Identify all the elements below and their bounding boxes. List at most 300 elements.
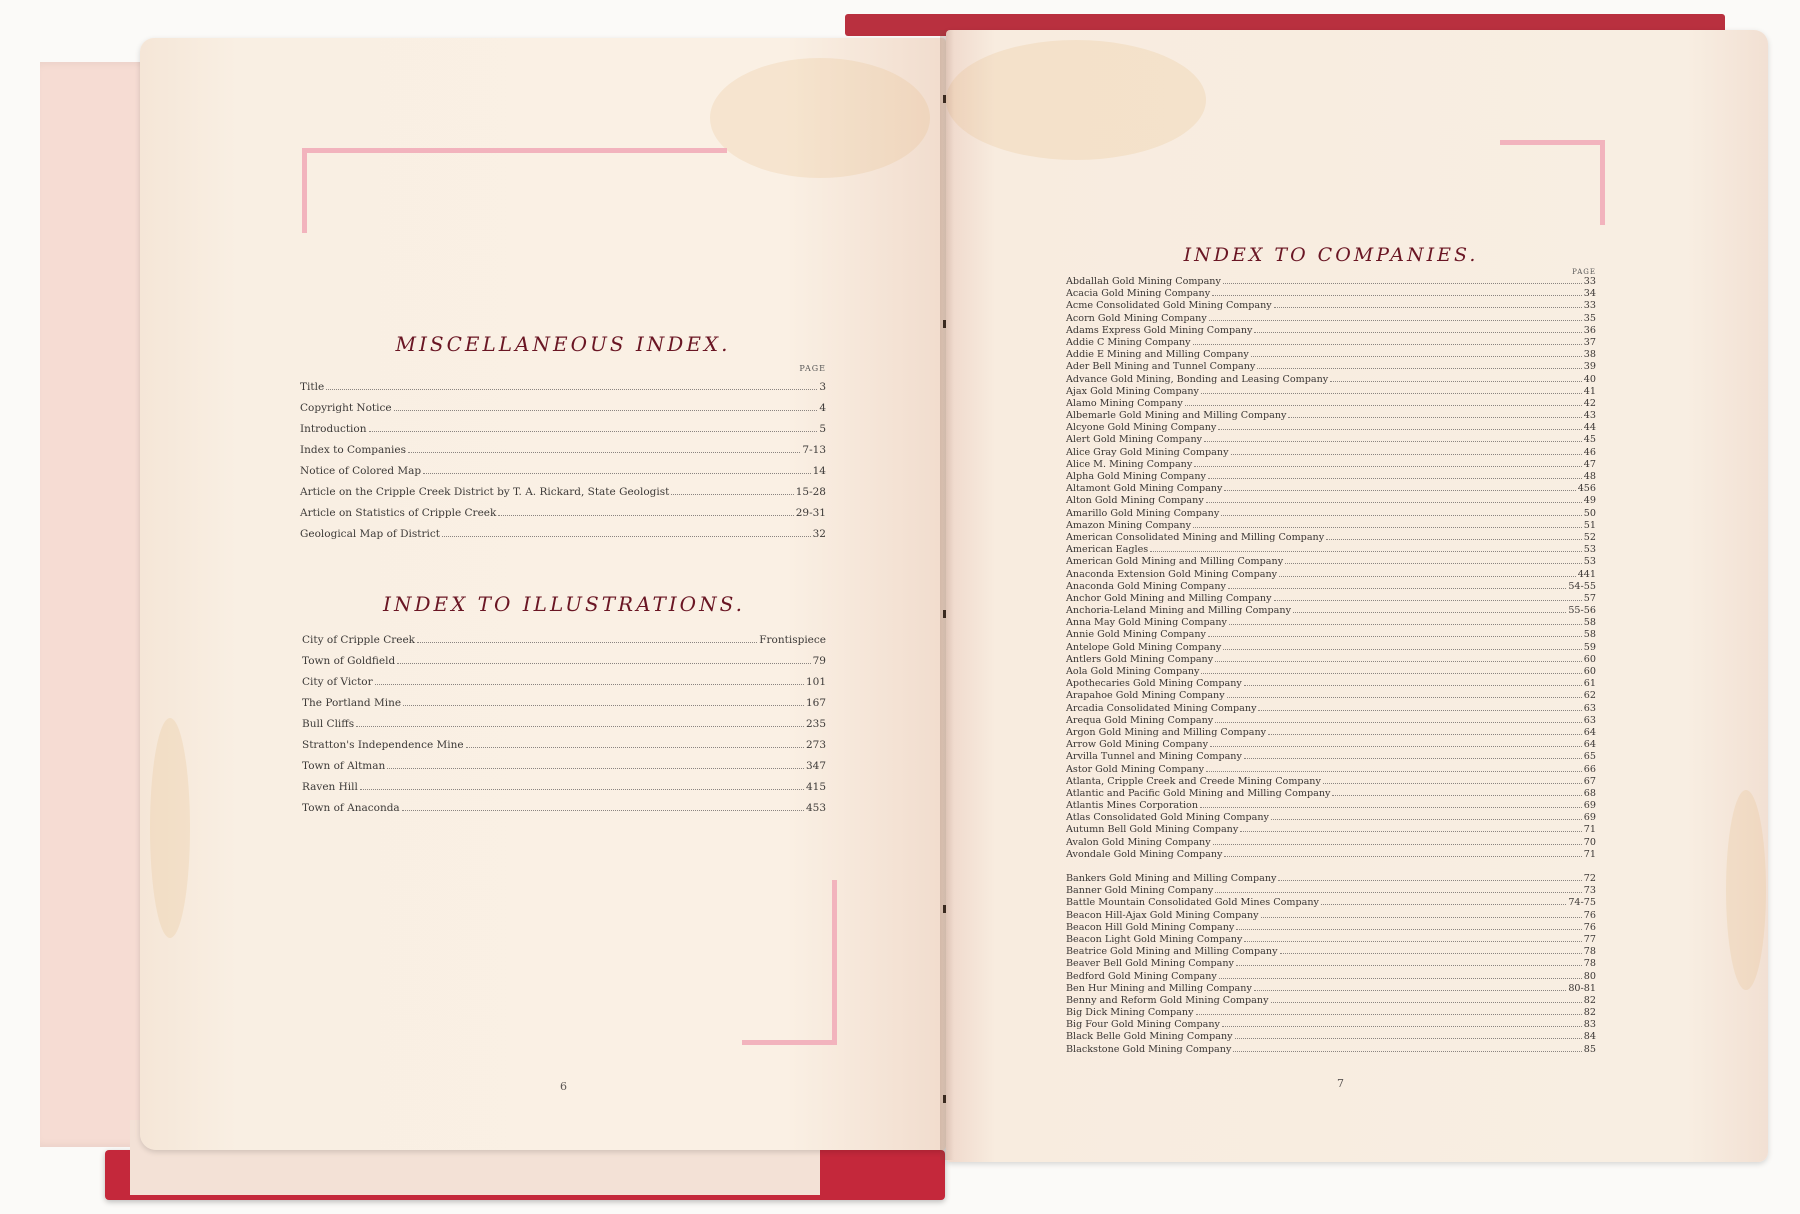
pink-corner-ornament bbox=[1500, 140, 1605, 225]
index-entry bbox=[1066, 788, 1596, 800]
dot-leader bbox=[360, 789, 804, 790]
entry-page: 63 bbox=[1583, 714, 1596, 726]
entry-label: Amarillo Gold Mining Company bbox=[1066, 507, 1220, 519]
index-entry bbox=[1066, 751, 1596, 763]
entry-page: 59 bbox=[1583, 641, 1596, 653]
binding-stitch bbox=[943, 95, 946, 103]
entry-label: Town of Altman bbox=[302, 760, 386, 772]
entry-page: 48 bbox=[1583, 471, 1596, 482]
entry-page: 60 bbox=[1583, 666, 1596, 677]
dot-leader bbox=[356, 726, 804, 727]
index-entry bbox=[1066, 629, 1596, 641]
index-entry bbox=[1066, 617, 1596, 629]
entry-page: 82 bbox=[1583, 1007, 1596, 1019]
index-entry bbox=[300, 402, 826, 423]
index-entry bbox=[1066, 398, 1596, 410]
index-entry bbox=[1066, 349, 1596, 361]
dot-leader bbox=[403, 705, 804, 706]
entry-page: 65 bbox=[1583, 751, 1596, 763]
index-entry bbox=[1066, 824, 1596, 836]
dot-leader bbox=[1293, 612, 1566, 613]
entry-page: 7-13 bbox=[802, 444, 826, 456]
entry-label: Ben Hur Mining and Milling Company bbox=[1066, 982, 1252, 994]
entry-label: Town of Goldfield bbox=[302, 655, 396, 667]
dot-leader bbox=[1223, 649, 1582, 650]
entry-label: Ader Bell Mining and Tunnel Company bbox=[1066, 361, 1256, 373]
index-entry bbox=[1066, 300, 1596, 312]
binding-stitch bbox=[943, 905, 946, 913]
entry-label: Introduction bbox=[300, 423, 367, 435]
dot-leader bbox=[423, 473, 811, 474]
index-entry bbox=[1066, 1031, 1596, 1043]
dot-leader bbox=[1235, 1038, 1582, 1039]
entry-page: 41 bbox=[1583, 385, 1596, 397]
dot-leader bbox=[1200, 807, 1582, 808]
entry-page: 44 bbox=[1583, 422, 1596, 434]
index-entry bbox=[1066, 288, 1596, 300]
dot-leader bbox=[1228, 588, 1566, 589]
index-entry bbox=[302, 697, 826, 718]
companies-index-title: INDEX TO COMPANIES. bbox=[1183, 244, 1479, 266]
index-entry bbox=[1066, 727, 1596, 739]
entry-label: Avalon Gold Mining Company bbox=[1066, 836, 1211, 848]
entry-label: The Portland Mine bbox=[302, 697, 402, 709]
paper-stain bbox=[710, 58, 930, 178]
entry-page: 58 bbox=[1583, 629, 1596, 641]
index-entry bbox=[1066, 569, 1596, 581]
entry-page: 33 bbox=[1583, 276, 1596, 287]
dot-leader bbox=[1244, 758, 1582, 759]
entry-label: Bull Cliffs bbox=[302, 718, 355, 730]
entry-label: Anna May Gold Mining Company bbox=[1066, 617, 1227, 629]
index-entry bbox=[1066, 1019, 1596, 1031]
pink-corner-ornament bbox=[302, 148, 727, 233]
entry-page: 39 bbox=[1583, 361, 1596, 373]
entry-page: 32 bbox=[812, 528, 826, 540]
dot-leader bbox=[1193, 527, 1582, 528]
index-entry bbox=[302, 739, 826, 760]
entry-page: 37 bbox=[1583, 336, 1596, 348]
dot-leader bbox=[1279, 576, 1576, 577]
dot-leader bbox=[1288, 417, 1581, 418]
index-entry bbox=[302, 718, 826, 739]
entry-label: Anaconda Extension Gold Mining Company bbox=[1066, 568, 1278, 580]
entry-page: 51 bbox=[1583, 519, 1596, 531]
entry-page: 47 bbox=[1583, 458, 1596, 470]
entry-label: Annie Gold Mining Company bbox=[1066, 629, 1206, 641]
dot-leader bbox=[1229, 624, 1582, 625]
entry-label: Ajax Gold Mining Company bbox=[1066, 385, 1199, 397]
entry-page: 14 bbox=[812, 465, 826, 477]
entry-page: 71 bbox=[1583, 848, 1596, 860]
index-entry bbox=[1066, 654, 1596, 666]
dot-leader bbox=[369, 431, 818, 432]
index-entry bbox=[1066, 313, 1596, 325]
binding-stitch bbox=[943, 320, 946, 328]
dot-leader bbox=[1194, 466, 1582, 467]
entry-page: 235 bbox=[805, 718, 826, 730]
entry-page: 43 bbox=[1583, 410, 1596, 422]
left-page-number: 6 bbox=[560, 1080, 567, 1093]
index-entry bbox=[302, 634, 826, 655]
dot-leader bbox=[1227, 697, 1582, 698]
index-entry bbox=[1066, 812, 1596, 824]
index-entry bbox=[1066, 556, 1596, 568]
index-entry bbox=[1066, 325, 1596, 337]
paper-stain bbox=[1726, 790, 1766, 990]
entry-label: Acacia Gold Mining Company bbox=[1066, 288, 1211, 300]
entry-label: Stratton's Independence Mine bbox=[302, 739, 464, 751]
dot-leader bbox=[1209, 320, 1582, 321]
index-entry bbox=[302, 760, 826, 781]
entry-label: Town of Anaconda bbox=[302, 802, 400, 814]
entry-page: 40 bbox=[1583, 373, 1596, 385]
index-entry bbox=[1066, 946, 1596, 958]
dot-leader bbox=[466, 747, 804, 748]
index-entry bbox=[1066, 483, 1596, 495]
dot-leader bbox=[1212, 295, 1582, 296]
index-entry bbox=[1066, 971, 1596, 983]
entry-label: Addie C Mining Company bbox=[1066, 336, 1191, 348]
entry-page: 71 bbox=[1583, 824, 1596, 836]
dot-leader bbox=[1258, 710, 1581, 711]
dot-leader bbox=[1332, 795, 1581, 796]
entry-label: Alice Gray Gold Mining Company bbox=[1066, 446, 1229, 458]
entry-page: 441 bbox=[1577, 568, 1596, 580]
index-entry bbox=[1066, 885, 1596, 897]
entry-label: Bankers Gold Mining and Milling Company bbox=[1066, 873, 1277, 884]
entry-label: Addie E Mining and Milling Company bbox=[1066, 349, 1249, 361]
illustrations-index-list bbox=[302, 634, 826, 823]
entry-label: American Eagles bbox=[1066, 544, 1149, 556]
entry-label: Astor Gold Mining Company bbox=[1066, 763, 1204, 775]
dot-leader bbox=[1233, 1051, 1581, 1052]
dot-leader bbox=[1240, 831, 1582, 832]
entry-label: Aola Gold Mining Company bbox=[1066, 666, 1200, 677]
entry-page: 73 bbox=[1583, 885, 1596, 897]
entry-page: 45 bbox=[1583, 434, 1596, 446]
entry-page: 80 bbox=[1583, 970, 1596, 982]
dot-leader bbox=[1215, 722, 1582, 723]
dot-leader bbox=[402, 810, 804, 811]
index-entry bbox=[1066, 544, 1596, 556]
entry-page: 46 bbox=[1583, 446, 1596, 458]
entry-page: 3 bbox=[819, 381, 826, 393]
entry-label: Geological Map of District bbox=[300, 528, 440, 540]
paper-stain bbox=[946, 40, 1206, 160]
entry-label: Atlantic and Pacific Gold Mining and Milling Company bbox=[1066, 787, 1331, 799]
entry-page: 76 bbox=[1583, 921, 1596, 933]
entry-label: Blackstone Gold Mining Company bbox=[1066, 1043, 1232, 1055]
index-entry bbox=[1066, 776, 1596, 788]
dot-leader bbox=[1251, 356, 1582, 357]
entry-page: 4 bbox=[819, 402, 826, 414]
entry-label: Anaconda Gold Mining Company bbox=[1066, 580, 1226, 592]
entry-page: 101 bbox=[805, 676, 826, 688]
entry-label: Benny and Reform Gold Mining Company bbox=[1066, 994, 1269, 1006]
dot-leader bbox=[1185, 405, 1582, 406]
entry-page: 76 bbox=[1583, 909, 1596, 921]
index-entry bbox=[1066, 422, 1596, 434]
index-entry bbox=[300, 486, 826, 507]
entry-label: Beacon Hill-Ajax Gold Mining Company bbox=[1066, 909, 1259, 921]
dot-leader bbox=[1208, 636, 1582, 637]
dot-leader bbox=[1280, 953, 1582, 954]
list-gap bbox=[1066, 861, 1596, 873]
paper-stain bbox=[150, 718, 190, 938]
index-entry bbox=[1066, 508, 1596, 520]
entry-page: 456 bbox=[1577, 483, 1596, 495]
page-column-header: PAGE bbox=[1572, 268, 1596, 276]
dot-leader bbox=[1224, 856, 1581, 857]
dot-leader bbox=[1193, 344, 1582, 345]
dot-leader bbox=[1257, 368, 1581, 369]
index-entry bbox=[300, 423, 826, 444]
index-entry bbox=[1066, 934, 1596, 946]
entry-label: Bedford Gold Mining Company bbox=[1066, 970, 1217, 982]
entry-label: Anchor Gold Mining and Milling Company bbox=[1066, 592, 1272, 604]
index-entry bbox=[1066, 410, 1596, 422]
entry-page: 273 bbox=[805, 739, 826, 751]
entry-page: 58 bbox=[1583, 617, 1596, 629]
entry-page: 29-31 bbox=[795, 507, 826, 519]
entry-label: Article on Statistics of Cripple Creek bbox=[300, 507, 497, 519]
entry-label: Albemarle Gold Mining and Milling Company bbox=[1066, 410, 1287, 422]
entry-label: Article on the Cripple Creek District by T. A. Rickard, State Geologist bbox=[300, 486, 670, 498]
entry-page: 53 bbox=[1583, 556, 1596, 568]
entry-label: Black Belle Gold Mining Company bbox=[1066, 1031, 1233, 1043]
dot-leader bbox=[1261, 917, 1582, 918]
index-entry bbox=[1066, 739, 1596, 751]
entry-page: 49 bbox=[1583, 495, 1596, 507]
index-entry bbox=[1066, 715, 1596, 727]
index-entry bbox=[1066, 593, 1596, 605]
entry-label: Beaver Bell Gold Mining Company bbox=[1066, 958, 1234, 970]
dot-leader bbox=[1196, 1014, 1582, 1015]
book-gutter bbox=[940, 30, 954, 1160]
index-entry bbox=[1066, 447, 1596, 459]
dot-leader bbox=[397, 663, 810, 664]
index-entry bbox=[1066, 873, 1596, 885]
entry-label: Abdallah Gold Mining Company bbox=[1066, 276, 1221, 287]
index-entry bbox=[302, 781, 826, 802]
entry-page: 67 bbox=[1583, 775, 1596, 787]
dot-leader bbox=[1268, 734, 1582, 735]
dot-leader bbox=[498, 515, 793, 516]
entry-page: 167 bbox=[805, 697, 826, 709]
entry-page: 84 bbox=[1583, 1031, 1596, 1043]
entry-page: 64 bbox=[1583, 739, 1596, 751]
entry-page: 57 bbox=[1583, 592, 1596, 604]
right-page-number: 7 bbox=[1337, 1077, 1344, 1090]
dot-leader bbox=[408, 452, 800, 453]
entry-label: Arrow Gold Mining Company bbox=[1066, 739, 1209, 751]
companies-list-a bbox=[1066, 276, 1596, 861]
index-entry bbox=[1066, 471, 1596, 483]
entry-page: 347 bbox=[805, 760, 826, 772]
dot-leader bbox=[1254, 332, 1581, 333]
index-entry bbox=[1066, 764, 1596, 776]
entry-label: Avondale Gold Mining Company bbox=[1066, 848, 1223, 860]
entry-label: Alert Gold Mining Company bbox=[1066, 434, 1203, 446]
binding-stitch bbox=[943, 1095, 946, 1103]
entry-page: 53 bbox=[1583, 544, 1596, 556]
entry-page: 34 bbox=[1583, 288, 1596, 300]
misc-index-title: MISCELLANEOUS INDEX. bbox=[395, 332, 731, 356]
entry-page: 38 bbox=[1583, 349, 1596, 361]
entry-label: Autumn Bell Gold Mining Company bbox=[1066, 824, 1239, 836]
entry-label: Battle Mountain Consolidated Gold Mines Company bbox=[1066, 897, 1319, 909]
dot-leader bbox=[1285, 563, 1582, 564]
entry-page: 83 bbox=[1583, 1019, 1596, 1031]
entry-page: 62 bbox=[1583, 690, 1596, 702]
entry-label: Big Dick Mining Company bbox=[1066, 1007, 1194, 1019]
entry-label: Apothecaries Gold Mining Company bbox=[1066, 678, 1242, 690]
dot-leader bbox=[671, 494, 793, 495]
entry-label: Alton Gold Mining Company bbox=[1066, 495, 1204, 507]
entry-page: 82 bbox=[1583, 994, 1596, 1006]
entry-label: Alice M. Mining Company bbox=[1066, 458, 1193, 470]
index-entry bbox=[1066, 532, 1596, 544]
entry-label: Alcyone Gold Mining Company bbox=[1066, 422, 1217, 434]
entry-label: American Consolidated Mining and Milling Company bbox=[1066, 531, 1325, 543]
illustrations-index-title: INDEX TO ILLUSTRATIONS. bbox=[383, 592, 745, 616]
index-entry bbox=[1066, 897, 1596, 909]
entry-label: Beacon Light Gold Mining Company bbox=[1066, 933, 1243, 945]
entry-label: Alpha Gold Mining Company bbox=[1066, 471, 1206, 482]
entry-page: 74-75 bbox=[1568, 897, 1596, 909]
page-column-header: PAGE bbox=[799, 364, 826, 373]
dot-leader bbox=[1236, 965, 1582, 966]
dot-leader bbox=[1221, 515, 1582, 516]
index-entry bbox=[1066, 837, 1596, 849]
index-entry bbox=[1066, 605, 1596, 617]
index-entry bbox=[1066, 800, 1596, 812]
entry-page: 64 bbox=[1583, 726, 1596, 738]
entry-label: Amazon Mining Company bbox=[1066, 519, 1191, 531]
entry-page: 453 bbox=[805, 802, 826, 814]
illustrations-index bbox=[302, 592, 826, 823]
entry-page: 415 bbox=[805, 781, 826, 793]
index-entry bbox=[300, 381, 826, 402]
index-entry bbox=[1066, 374, 1596, 386]
entry-page: 78 bbox=[1583, 946, 1596, 958]
dot-leader bbox=[1213, 844, 1582, 845]
entry-label: Raven Hill bbox=[302, 781, 358, 793]
entry-page: Frontispiece bbox=[759, 634, 826, 646]
entry-page: 70 bbox=[1583, 836, 1596, 848]
dot-leader bbox=[1330, 381, 1582, 382]
entry-page: 5 bbox=[819, 423, 826, 435]
dot-leader bbox=[1150, 551, 1582, 552]
index-entry bbox=[1066, 666, 1596, 678]
dot-leader bbox=[1204, 441, 1582, 442]
index-entry bbox=[1066, 703, 1596, 715]
index-entry bbox=[1066, 581, 1596, 593]
entry-page: 63 bbox=[1583, 702, 1596, 714]
index-entry bbox=[1066, 690, 1596, 702]
index-entry bbox=[1066, 459, 1596, 471]
index-entry bbox=[1066, 276, 1596, 288]
entry-label: Arcadia Consolidated Mining Company bbox=[1066, 702, 1257, 714]
entry-page: 55-56 bbox=[1568, 605, 1596, 617]
entry-label: Notice of Colored Map bbox=[300, 465, 422, 477]
index-entry bbox=[1066, 520, 1596, 532]
index-entry bbox=[1066, 922, 1596, 934]
entry-label: Atlas Consolidated Gold Mining Company bbox=[1066, 812, 1269, 824]
entry-page: 77 bbox=[1583, 933, 1596, 945]
entry-page: 50 bbox=[1583, 507, 1596, 519]
dot-leader bbox=[1274, 307, 1582, 308]
entry-label: Atlantis Mines Corporation bbox=[1066, 800, 1199, 812]
entry-label: Banner Gold Mining Company bbox=[1066, 885, 1214, 897]
entry-page: 68 bbox=[1583, 787, 1596, 799]
dot-leader bbox=[394, 410, 818, 411]
entry-page: 15-28 bbox=[795, 486, 826, 498]
dot-leader bbox=[417, 642, 757, 643]
entry-page: 69 bbox=[1583, 812, 1596, 824]
index-entry bbox=[1066, 995, 1596, 1007]
dot-leader bbox=[1231, 454, 1582, 455]
entry-page: 36 bbox=[1583, 324, 1596, 336]
dot-leader bbox=[387, 768, 804, 769]
entry-label: American Gold Mining and Milling Company bbox=[1066, 556, 1284, 568]
index-entry bbox=[300, 465, 826, 486]
miscellaneous-index bbox=[300, 332, 826, 549]
entry-label: Copyright Notice bbox=[300, 402, 392, 414]
entry-page: 33 bbox=[1583, 300, 1596, 312]
entry-label: Beacon Hill Gold Mining Company bbox=[1066, 921, 1235, 933]
dot-leader bbox=[442, 536, 811, 537]
index-entry bbox=[302, 676, 826, 697]
dot-leader bbox=[1218, 429, 1581, 430]
index-entry bbox=[1066, 849, 1596, 861]
index-entry bbox=[1066, 910, 1596, 922]
dot-leader bbox=[1271, 819, 1582, 820]
entry-label: Acorn Gold Mining Company bbox=[1066, 312, 1207, 324]
entry-page: 69 bbox=[1583, 800, 1596, 812]
index-entry bbox=[1066, 958, 1596, 970]
dot-leader bbox=[1208, 478, 1582, 479]
entry-label: Antelope Gold Mining Company bbox=[1066, 641, 1222, 653]
dot-leader bbox=[1274, 600, 1582, 601]
dot-leader bbox=[1215, 892, 1581, 893]
index-entry bbox=[1066, 983, 1596, 995]
dot-leader bbox=[375, 684, 804, 685]
pink-corner-ornament bbox=[742, 880, 837, 1045]
binding-stitch bbox=[943, 610, 946, 618]
entry-label: City of Cripple Creek bbox=[302, 634, 416, 646]
entry-label: Arapahoe Gold Mining Company bbox=[1066, 690, 1225, 702]
index-entry bbox=[1066, 1044, 1596, 1056]
entry-label: Anchoria-Leland Mining and Milling Company bbox=[1066, 605, 1291, 617]
entry-page: 85 bbox=[1583, 1043, 1596, 1055]
dot-leader bbox=[1254, 990, 1566, 991]
entry-label: Index to Companies bbox=[300, 444, 406, 456]
dot-leader bbox=[1206, 771, 1582, 772]
entry-label: Arequa Gold Mining Company bbox=[1066, 714, 1214, 726]
entry-label: Alamo Mining Company bbox=[1066, 397, 1183, 409]
entry-label: Title bbox=[300, 381, 325, 393]
index-entry bbox=[1066, 386, 1596, 398]
entry-page: 61 bbox=[1583, 678, 1596, 690]
dot-leader bbox=[1244, 685, 1582, 686]
dot-leader bbox=[1224, 490, 1575, 491]
dot-leader bbox=[1201, 673, 1581, 674]
index-entry bbox=[300, 507, 826, 528]
dot-leader bbox=[1236, 929, 1581, 930]
entry-page: 42 bbox=[1583, 397, 1596, 409]
